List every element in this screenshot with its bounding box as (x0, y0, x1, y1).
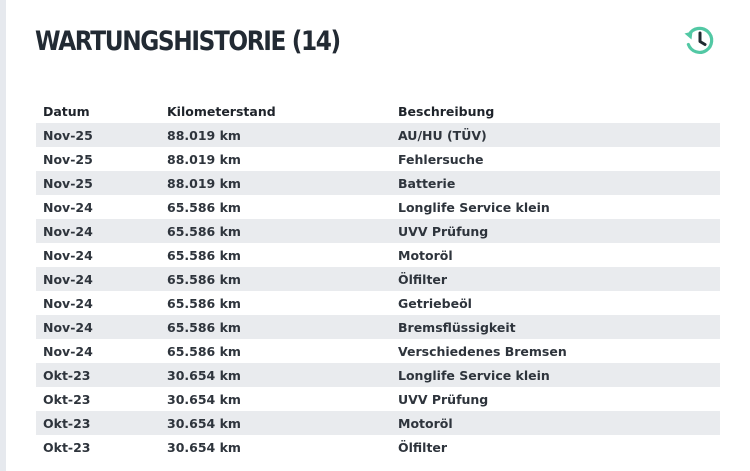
table-row (36, 243, 720, 267)
table-row (36, 147, 720, 171)
table-row (36, 315, 720, 339)
cell-description: Motoröl (398, 247, 453, 263)
cell-mileage: 88.019 km (160, 123, 391, 147)
table-row (36, 123, 720, 147)
cell-description: Longlife Service klein (398, 199, 550, 215)
column-header-description: Beschreibung (398, 103, 495, 119)
table-row (36, 267, 720, 291)
column-header-date: Datum (43, 103, 90, 119)
cell-date: Okt-23 (36, 411, 160, 435)
cell-mileage: 65.586 km (167, 199, 241, 215)
page-title: WARTUNGSHISTORIE (14) (35, 26, 340, 57)
cell-mileage: 30.654 km (167, 391, 241, 407)
cell-date: Nov-25 (43, 151, 93, 167)
table-row (36, 339, 720, 363)
cell-description: Ölfilter (391, 267, 720, 291)
cell-mileage: 65.586 km (160, 219, 391, 243)
cell-mileage: 65.586 km (167, 247, 241, 263)
cell-description: UVV Prüfung (398, 391, 489, 407)
history-icon[interactable] (682, 22, 718, 58)
cell-date: Nov-24 (36, 219, 160, 243)
cell-date: Okt-23 (36, 363, 160, 387)
cell-mileage: 30.654 km (167, 439, 241, 455)
cell-date: Nov-25 (36, 171, 160, 195)
cell-mileage: 88.019 km (167, 151, 241, 167)
cell-mileage: 65.586 km (160, 267, 391, 291)
table-row (36, 411, 720, 435)
cell-date: Okt-23 (43, 439, 91, 455)
cell-date: Okt-23 (43, 391, 91, 407)
cell-date: Nov-24 (43, 343, 93, 359)
table-row (36, 435, 720, 459)
table-row (36, 387, 720, 411)
table-row (36, 291, 720, 315)
cell-mileage: 88.019 km (160, 171, 391, 195)
table-row (36, 195, 720, 219)
maintenance-history-card (6, 0, 750, 471)
cell-description: Batterie (391, 171, 720, 195)
table-row (36, 219, 720, 243)
cell-description: Longlife Service klein (391, 363, 720, 387)
cell-description: UVV Prüfung (391, 219, 720, 243)
cell-description: Verschiedenes Bremsen (398, 343, 567, 359)
cell-mileage: 30.654 km (160, 363, 391, 387)
table-row (36, 363, 720, 387)
cell-mileage: 65.586 km (167, 343, 241, 359)
cell-date: Nov-24 (36, 315, 160, 339)
table-row (36, 171, 720, 195)
cell-description: Fehlersuche (398, 151, 484, 167)
cell-description: Motoröl (391, 411, 720, 435)
cell-mileage: 65.586 km (160, 315, 391, 339)
cell-date: Nov-24 (43, 295, 93, 311)
cell-mileage: 30.654 km (160, 411, 391, 435)
cell-mileage: 65.586 km (167, 295, 241, 311)
table-header-row (36, 99, 720, 123)
maintenance-table (36, 99, 720, 459)
cell-date: Nov-24 (43, 247, 93, 263)
cell-date: Nov-24 (36, 267, 160, 291)
cell-description: Ölfilter (398, 439, 448, 455)
cell-date: Nov-24 (43, 199, 93, 215)
column-header-mileage: Kilometerstand (167, 103, 276, 119)
cell-description: Getriebeöl (398, 295, 472, 311)
cell-description: Bremsflüssigkeit (391, 315, 720, 339)
cell-date: Nov-25 (36, 123, 160, 147)
cell-description: AU/HU (TÜV) (391, 123, 720, 147)
